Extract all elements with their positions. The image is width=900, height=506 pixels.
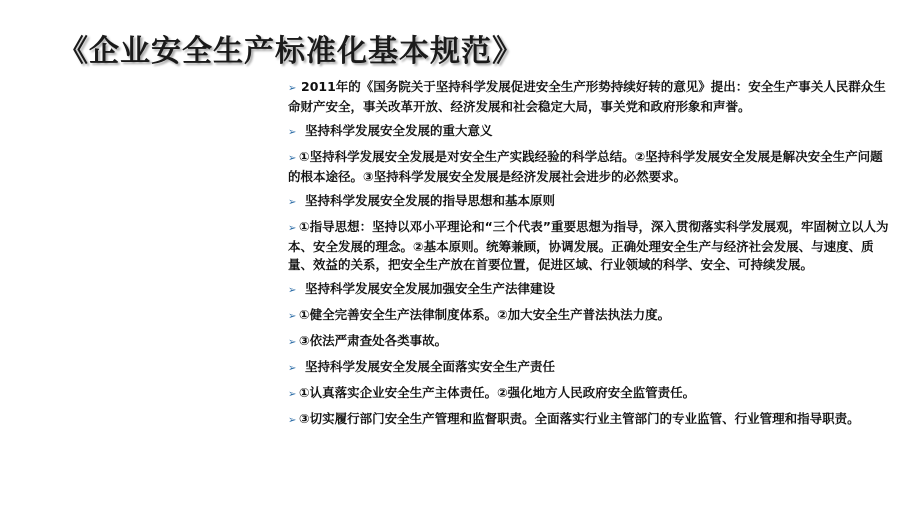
paragraph-text: ①认真落实企业安全生产主体责任。②强化地方人民政府安全监管责任。 — [299, 385, 696, 400]
arrow-bullet-icon: ➢ — [288, 311, 297, 322]
list-item — [288, 78, 892, 116]
paragraph-text: ③切实履行部门安全生产管理和监督职责。全面落实行业主管部门的专业监管、行业管理和指导职责。 — [299, 411, 860, 426]
arrow-bullet-icon: ➢ — [288, 197, 297, 208]
arrow-bullet-icon: ➢ — [288, 363, 297, 374]
paragraph-text: ①坚持科学发展安全发展是对安全生产实践经验的科学总结。②坚持科学发展安全发展是解决安全生产问题的根本途径。③坚持科学发展安全发展是经济发展社会进步的必然要求。 — [288, 149, 883, 184]
paragraph-text: 2011年的《国务院关于坚持科学发展促进安全生产形势持续好转的意见》提出：安全生产事关人民群众生命财产安全，事关改革开放、经济发展和社会稳定大局，事关党和政府形象和声誉。 — [288, 79, 886, 114]
arrow-bullet-icon: ➢ — [288, 83, 297, 94]
section-heading: 坚持科学发展安全发展的指导思想和基本原则 — [305, 193, 556, 208]
list-item — [288, 358, 892, 378]
list-item — [288, 410, 892, 430]
content-block — [288, 78, 892, 436]
list-item — [288, 148, 892, 186]
section-heading: 坚持科学发展安全发展加强安全生产法律建设 — [305, 281, 556, 296]
list-item — [288, 306, 892, 326]
list-item — [288, 122, 892, 142]
arrow-bullet-icon: ➢ — [288, 285, 297, 296]
page-title: 《企业安全生产标准化基本规范》 — [58, 34, 523, 69]
list-item — [288, 218, 892, 274]
arrow-bullet-icon: ➢ — [288, 337, 297, 348]
section-heading: 坚持科学发展安全发展的重大意义 — [305, 123, 493, 138]
list-item — [288, 280, 892, 300]
paragraph-text: ①指导思想：坚持以邓小平理论和“三个代表”重要思想为指导，深入贯彻落实科学发展观，牢固树立以人为本、安全发展的理念。②基本原则。统筹兼顾，协调发展。正确处理安全生产与经济社会发展、与速度、质量、效益的关系，把安全生产放在首要位置，促进区域、行业领域的科学、安全、可持续发展。 — [288, 219, 889, 272]
arrow-bullet-icon: ➢ — [288, 389, 297, 400]
arrow-bullet-icon: ➢ — [288, 223, 297, 234]
paragraph-text: ①健全完善安全生产法律制度体系。②加大安全生产普法执法力度。 — [299, 307, 671, 322]
section-heading: 坚持科学发展安全发展全面落实安全生产责任 — [305, 359, 556, 374]
list-item — [288, 192, 892, 212]
arrow-bullet-icon: ➢ — [288, 127, 297, 138]
list-item — [288, 384, 892, 404]
arrow-bullet-icon: ➢ — [288, 153, 297, 164]
list-item — [288, 332, 892, 352]
paragraph-text: ③依法严肃查处各类事故。 — [299, 333, 448, 348]
arrow-bullet-icon: ➢ — [288, 415, 297, 426]
